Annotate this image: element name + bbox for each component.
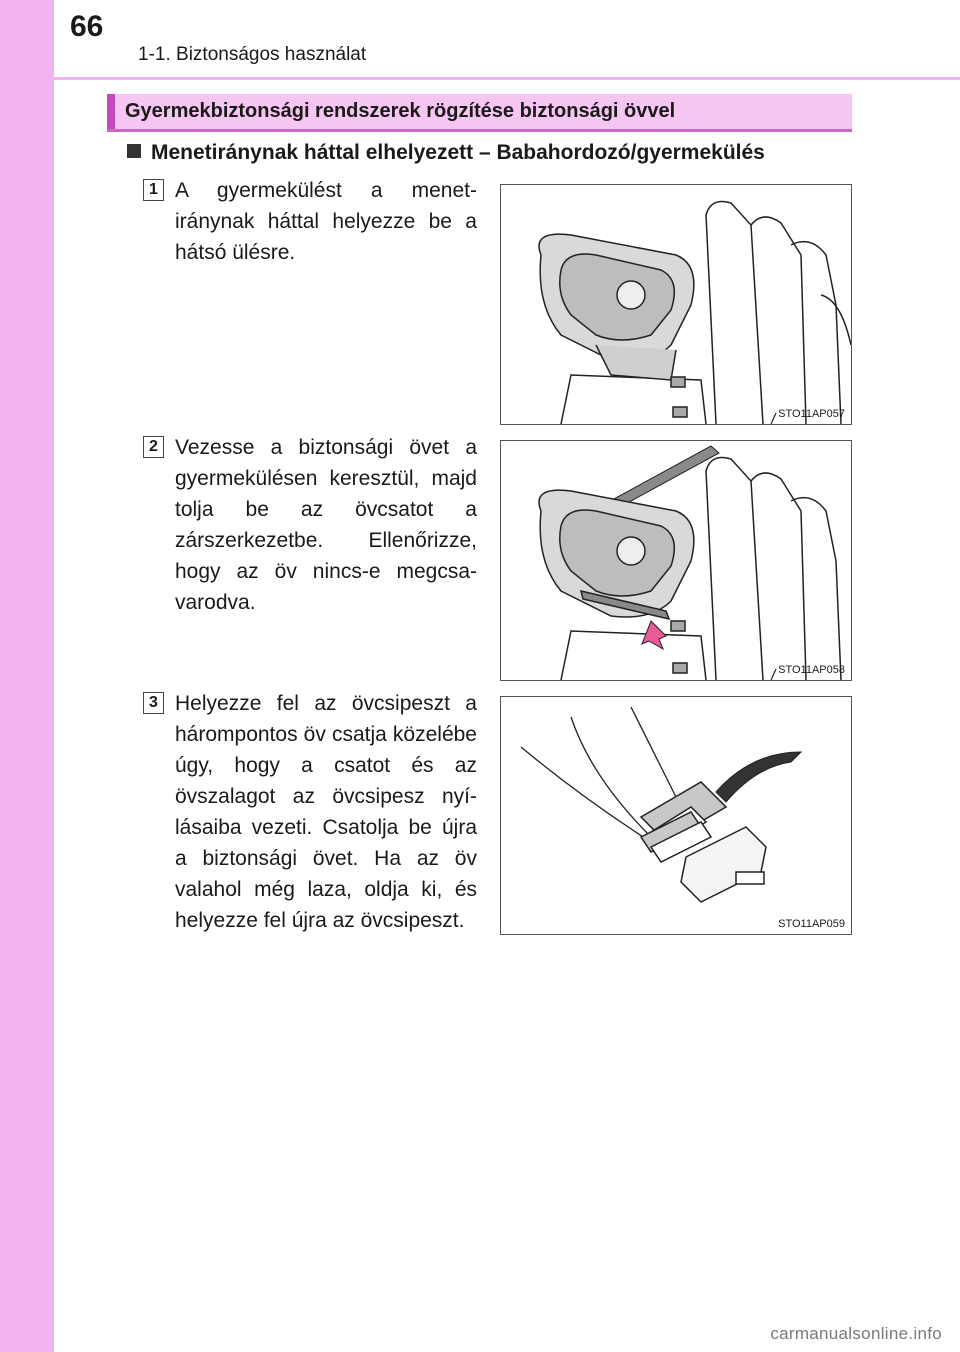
header-divider <box>54 77 960 80</box>
step-number-1: 1 <box>143 179 164 201</box>
locking-clip-illustration <box>501 697 851 934</box>
child-seat-on-rear-seat-illustration <box>501 185 851 424</box>
figure-belt-routed <box>500 440 852 681</box>
belt-through-child-seat-illustration <box>501 441 851 680</box>
step-number-3: 3 <box>143 692 164 714</box>
step-number-2: 2 <box>143 436 164 458</box>
subsection-heading-text: Menetiránynak háttal elhelyezett – Babahordozó/gyermekülés <box>151 141 765 164</box>
section-title: Gyermekbiztonsági rendszerek rögzítése biztonsági övvel <box>125 100 676 122</box>
subsection-heading <box>127 141 765 165</box>
step-3-text: Helyezze fel az övcsipeszt a hárompontos öv csatja közelébe úgy, hogy a csatot és az övszalagot az övcsipesz nyílásaiba vezeti. Csatolja be újra a biztonsági övet. Ha az öv valahol még laza, oldja ki, és helyezze fel újra az övcsipeszt. <box>175 692 477 932</box>
figure-code: STO11AP058 <box>778 664 845 676</box>
step-2-text: Vezesse a biztonsági övet a gyermekülésen keresztül, majd tolja be az övcsatot a zárszerkezetbe. Ellenőrizze, hogy az öv nincs-e megcsavarodva. <box>175 436 477 614</box>
section-bar-accent <box>107 94 115 129</box>
chapter-tab-strip <box>0 0 54 1352</box>
figure-locking-clip <box>500 696 852 935</box>
section-title-bar <box>107 94 852 132</box>
watermark: carmanualsonline.info <box>770 1324 942 1343</box>
square-bullet-icon <box>127 144 141 158</box>
figure-code: STO11AP059 <box>778 918 845 930</box>
page-number: 66 <box>70 10 104 43</box>
step-1-text: A gyermekülést a menetiránynak háttal helyezze be a hátsó ülésre. <box>175 179 477 264</box>
figure-child-seat-placed <box>500 184 852 425</box>
chapter-title: 1-1. Biztonságos használat <box>138 44 367 65</box>
figure-code: STO11AP057 <box>778 408 845 420</box>
